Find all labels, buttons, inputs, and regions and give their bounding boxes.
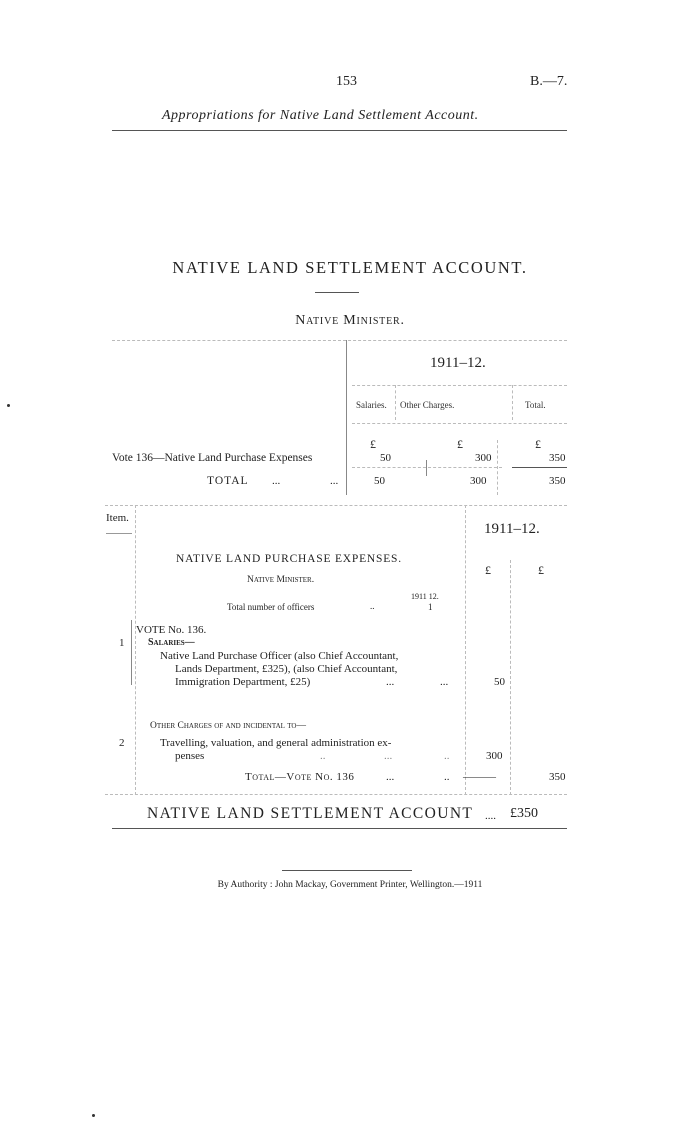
summary-year: 1911–12.: [430, 355, 486, 371]
vote-total-rule: [512, 467, 567, 468]
item-2-line-1: Travelling, valuation, and general administration ex-: [160, 737, 392, 749]
col-total: Total.: [525, 400, 546, 410]
item-1-value: 50: [494, 676, 505, 688]
vote-bracket: [131, 620, 132, 685]
summary-col-sep: [512, 385, 513, 420]
summary-head-rule: [352, 423, 567, 424]
officers-dots: ..: [370, 601, 375, 611]
detail-currency-1: £: [485, 563, 491, 577]
salaries-heading: Salaries—: [148, 637, 195, 648]
summary-col-sep-lower: [497, 440, 498, 495]
vote-salaries: 50: [380, 452, 391, 464]
detail-bottom-rule: [105, 794, 567, 795]
vote-total-dash: ———: [463, 771, 496, 783]
item-2-dots-2: ...: [384, 750, 393, 762]
account-total-rule: [112, 828, 567, 829]
summary-total-total: 350: [549, 475, 566, 487]
vote-total-dots-2: ..: [444, 771, 450, 783]
currency-total: £: [535, 437, 541, 451]
vote-label: Vote 136—Native Land Purchase Expenses: [112, 452, 313, 464]
summary-total-label: TOTAL: [207, 475, 249, 487]
officers-count: 1: [428, 602, 433, 612]
item-1-dots-1: ...: [386, 676, 395, 688]
item-1-dots-2: ...: [440, 676, 449, 688]
section-title: NATIVE LAND PURCHASE EXPENSES.: [176, 553, 402, 565]
vote-total: 350: [549, 452, 566, 464]
item-2-dots-1: ..: [320, 750, 326, 762]
printer-authority: By Authority : John Mackay, Government Printer, Wellington.—1911: [217, 880, 483, 890]
item-2-line-2: penses: [175, 750, 205, 762]
scan-speck: [7, 404, 10, 407]
minister-heading: Native Minister.: [295, 313, 405, 328]
amount-column-divider: [465, 505, 466, 795]
account-total-value: £350: [510, 806, 538, 821]
item-1-line-1: Native Land Purchase Officer (also Chief Accountant,: [160, 650, 399, 662]
main-title: NATIVE LAND SETTLEMENT ACCOUNT.: [172, 258, 528, 277]
vote-total-value: 350: [549, 771, 566, 783]
summary-total-dots: ...: [272, 475, 281, 487]
vote-other: 300: [475, 452, 492, 464]
summary-top-rule: [112, 340, 567, 341]
vote-total-label: Total—Vote No. 136: [245, 771, 355, 783]
currency-other: £: [457, 437, 463, 451]
officers-year: 1911 12.: [411, 592, 439, 601]
summary-year-rule: [352, 385, 567, 386]
detail-currency-2: £: [538, 563, 544, 577]
vote-rule: [352, 467, 502, 468]
vote-sep: [426, 460, 427, 476]
summary-total-salaries: 50: [374, 475, 385, 487]
summary-total-other: 300: [470, 475, 487, 487]
item-header-rule: [106, 533, 132, 534]
other-charges-heading: Other Charges of and incidental to—: [150, 721, 306, 731]
vote-total-dots-1: ...: [386, 771, 395, 783]
officers-label: Total number of officers: [227, 602, 315, 612]
item-column-header: Item.: [106, 512, 129, 524]
item-1-line-3: Immigration Department, £25): [175, 676, 311, 688]
summary-divider: [346, 340, 347, 495]
title-rule: [315, 292, 359, 293]
vote-heading: VOTE No. 136.: [136, 624, 207, 636]
col-salaries: Salaries.: [356, 400, 387, 410]
detail-year: 1911–12.: [484, 521, 540, 537]
page-reference: B.—7.: [530, 74, 568, 89]
authority-rule: [282, 870, 412, 871]
item-2-value: 300: [486, 750, 503, 762]
scan-speck: [92, 1114, 95, 1117]
item-2-dots-3: ..: [444, 750, 450, 762]
page-number: 153: [336, 74, 357, 89]
amount-subcolumn-divider: [510, 560, 511, 795]
detail-top-rule: [105, 505, 567, 506]
item-1-number: 1: [119, 637, 125, 649]
account-total-dots: ....: [485, 810, 496, 822]
account-total-label: NATIVE LAND SETTLEMENT ACCOUNT: [147, 805, 474, 822]
col-other-charges: Other Charges.: [400, 400, 455, 410]
header-rule: [112, 130, 567, 131]
item-column-divider: [135, 505, 136, 795]
section-minister: Native Minister.: [247, 575, 315, 585]
summary-col-sep: [395, 385, 396, 420]
page-subtitle: Appropriations for Native Land Settlement Account.: [162, 108, 479, 123]
item-1-line-2: Lands Department, £325), (also Chief Accountant,: [175, 663, 398, 675]
summary-total-dots-2: ...: [330, 475, 339, 487]
item-2-number: 2: [119, 737, 125, 749]
currency-salaries: £: [370, 437, 376, 451]
